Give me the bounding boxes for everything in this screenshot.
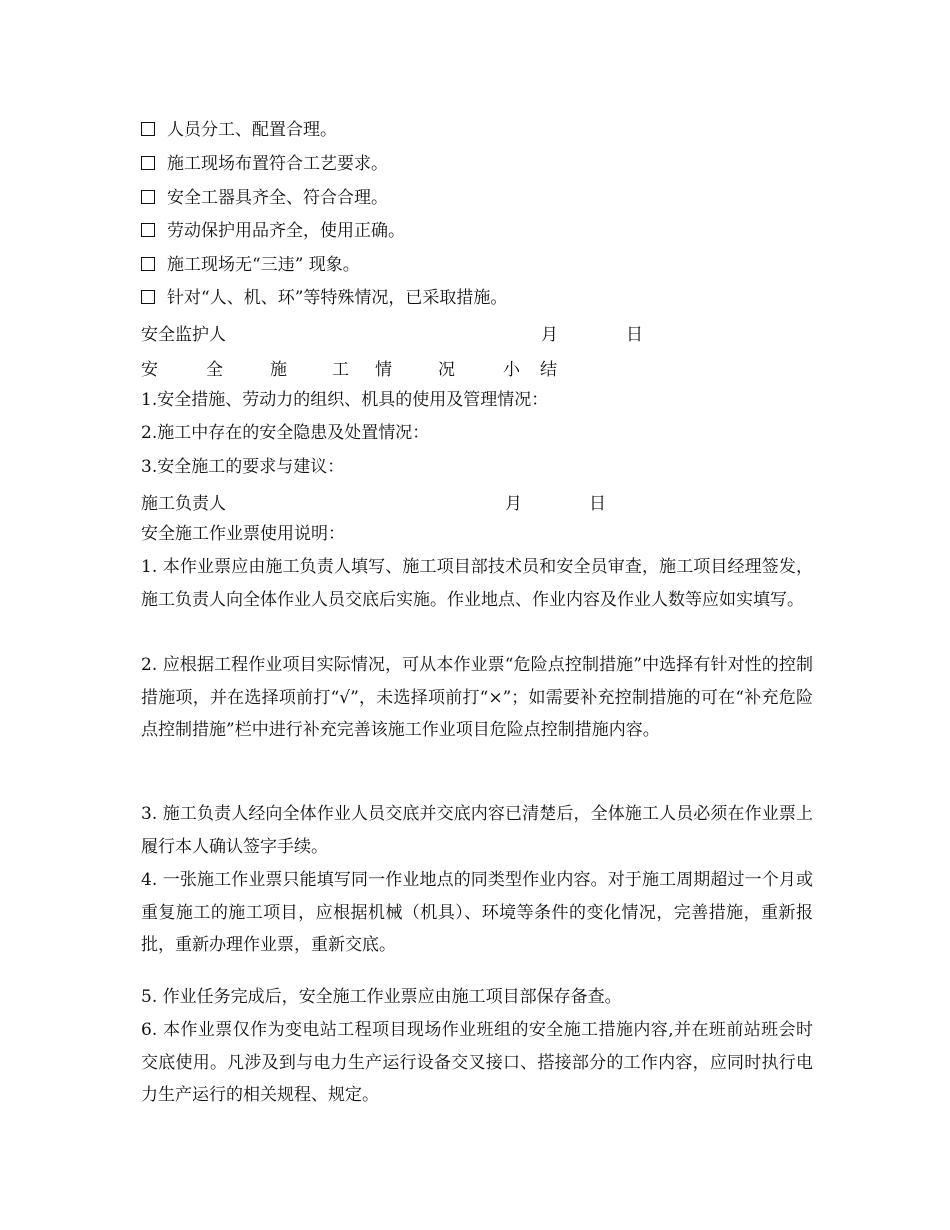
checklist-item: 安全工器具齐全、符合合理。 [141, 187, 388, 209]
instruction-paragraph: 5. 作业任务完成后，安全施工作业票应由施工项目部保存备查。 [141, 987, 622, 1007]
checklist-item: 针对“人、机、环”等特殊情况，已采取措施。 [141, 287, 507, 309]
supervisor-month: 月 [541, 325, 558, 345]
document-page: 人员分工、配置合理。 施工现场布置符合工艺要求。 安全工器具齐全、符合合理。 劳动保护用品齐全，使用正确。 施工现场无“三违” 现象。 针对“人、机、环”等特殊情况，已采取措施。 安全监护人 月 日 安 全 施 工 情 况 小 结 1.安全措施、劳动力的组织、机具的使用及管理情况： 2.施工中存在的安全隐患及处置情况： 3.安全施工的要求与建议： 施工负责人 月 日 安全施工作业票使用说明： 1. 本作业票应由施工负责人填写、施工项目部技术员和安全员审查，施工项目经理签发，施工负责人向全体作业人员交底后实施。作业地点、作业内容及作业人数等应如实填写。 2. 应根据工程作业项目实际情况，可从本作业票“危险点控制措施”中选择有针对性的控制措施项，并在选择项前打“√”，未选择项前打“×”；如需要补充控制措施的可在“补充危险点控制措施”栏中进行补充完善该施工作业项目危险点控制措施内容。 3. 施工负责人经向全体作业人员交底并交底内容已清楚后，全体施工人员必须在作业票上履行本人确认签字手续。 4. 一张施工作业票只能填写同一作业地点的同类型作业内容。对于施工周期超过一个月或重复施工的施工项目，应根据机械（机具）、环境等条件的变化情况，完善措施，重新报批，重新办理作业票，重新交底。 5. 作业任务完成后，安全施工作业票应由施工项目部保存备查。 6. 本作业票仅作为变电站工程项目现场作业班组的安全施工措施内容,并在班前站班会时交底使用。凡涉及到与电力生产运行设备交叉接口、搭接部分的工作内容，应同时执行电力生产运行的相关规程、规定。 [0, 0, 950, 1230]
leader-label: 施工负责人 [141, 494, 226, 514]
checklist-item: 施工现场布置符合工艺要求。 [141, 153, 388, 175]
leader-month: 月 [505, 494, 522, 514]
instruction-paragraph: 6. 本作业票仅作为变电站工程项目现场作业班组的安全施工措施内容,并在班前站班会时交底使用。凡涉及到与电力生产运行设备交叉接口、搭接部分的工作内容，应同时执行电力生产运行的相关规程、规定。 [141, 1020, 813, 1105]
instruction-paragraph: 2. 应根据工程作业项目实际情况，可从本作业票“危险点控制措施”中选择有针对性的控制措施项，并在选择项前打“√”，未选择项前打“×”；如需要补充控制措施的可在“补充危险点控制措施”栏中进行补充完善该施工作业项目危险点控制措施内容。 [141, 655, 813, 740]
checkbox[interactable] [141, 190, 155, 204]
summary-item: 1.安全措施、劳动力的组织、机具的使用及管理情况： [141, 390, 549, 410]
summary-item: 3.安全施工的要求与建议： [141, 457, 345, 477]
checkbox[interactable] [141, 290, 155, 304]
checkbox[interactable] [141, 223, 155, 237]
supervisor-day: 日 [626, 325, 643, 345]
checkbox[interactable] [141, 122, 155, 136]
checkbox[interactable] [141, 257, 155, 271]
summary-item: 2.施工中存在的安全隐患及处置情况： [141, 423, 430, 443]
instruction-paragraph: 4. 一张施工作业票只能填写同一作业地点的同类型作业内容。对于施工周期超过一个月或重复施工的施工项目，应根据机械（机具）、环境等条件的变化情况，完善措施，重新报批，重新办理作业票，重新交底。 [141, 870, 813, 955]
checklist-item: 人员分工、配置合理。 [141, 119, 337, 141]
leader-day: 日 [589, 494, 606, 514]
supervisor-label: 安全监护人 [141, 325, 226, 345]
instruction-paragraph: 1. 本作业票应由施工负责人填写、施工项目部技术员和安全员审查，施工项目经理签发，施工负责人向全体作业人员交底后实施。作业地点、作业内容及作业人数等应如实填写。 [141, 557, 813, 610]
checklist-item: 施工现场无“三违” 现象。 [141, 254, 360, 276]
checklist-item: 劳动保护用品齐全，使用正确。 [141, 220, 405, 242]
instruction-paragraph: 3. 施工负责人经向全体作业人员交底并交底内容已清楚后，全体施工人员必须在作业票上履行本人确认签字手续。 [141, 804, 813, 857]
checkbox[interactable] [141, 156, 155, 170]
instructions-title: 安全施工作业票使用说明： [141, 524, 345, 544]
